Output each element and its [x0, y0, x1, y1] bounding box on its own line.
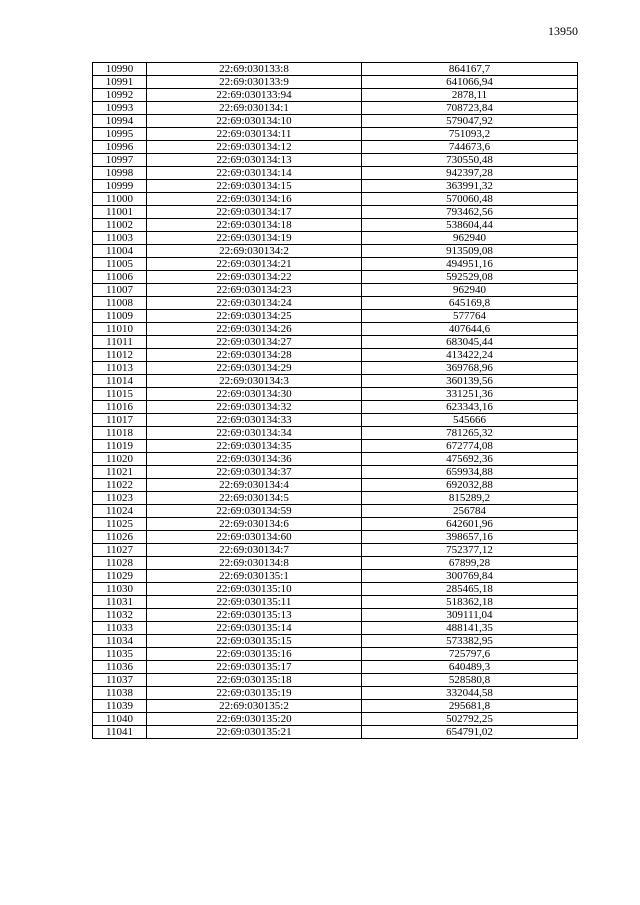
cadastral-number-cell: 22:69:030134:10	[147, 115, 362, 128]
row-number-cell: 11022	[93, 479, 147, 492]
value-cell: 730550,48	[362, 154, 578, 167]
table-row	[93, 206, 578, 219]
row-number-cell: 11039	[93, 700, 147, 713]
value-cell: 528580,8	[362, 674, 578, 687]
cadastral-number-cell: 22:69:030134:26	[147, 323, 362, 336]
cadastral-number-cell: 22:69:030135:17	[147, 661, 362, 674]
row-number-cell: 10991	[93, 76, 147, 89]
value-cell: 488141,35	[362, 622, 578, 635]
row-number-cell: 10998	[93, 167, 147, 180]
cadastral-number-cell: 22:69:030134:14	[147, 167, 362, 180]
cadastral-number-cell: 22:69:030134:2	[147, 245, 362, 258]
table-row	[93, 661, 578, 674]
value-cell: 640489,3	[362, 661, 578, 674]
cadastral-number-cell: 22:69:030134:3	[147, 375, 362, 388]
row-number-cell: 11028	[93, 557, 147, 570]
row-number-cell: 11015	[93, 388, 147, 401]
row-number-cell: 11021	[93, 466, 147, 479]
value-cell: 654791,02	[362, 726, 578, 739]
row-number-cell: 10993	[93, 102, 147, 115]
row-number-cell: 11037	[93, 674, 147, 687]
table-row	[93, 401, 578, 414]
value-cell: 363991,32	[362, 180, 578, 193]
table-row	[93, 427, 578, 440]
table-row	[93, 726, 578, 739]
cadastral-number-cell: 22:69:030135:10	[147, 583, 362, 596]
row-number-cell: 10997	[93, 154, 147, 167]
value-cell: 942397,28	[362, 167, 578, 180]
table-row	[93, 310, 578, 323]
row-number-cell: 11012	[93, 349, 147, 362]
cadastral-number-cell: 22:69:030134:6	[147, 518, 362, 531]
cadastral-number-cell: 22:69:030135:2	[147, 700, 362, 713]
table-row	[93, 349, 578, 362]
cadastral-number-cell: 22:69:030134:18	[147, 219, 362, 232]
table-row	[93, 193, 578, 206]
table-row	[93, 128, 578, 141]
row-number-cell: 11026	[93, 531, 147, 544]
row-number-cell: 11035	[93, 648, 147, 661]
cadastral-number-cell: 22:69:030135:19	[147, 687, 362, 700]
cadastral-number-cell: 22:69:030134:30	[147, 388, 362, 401]
table-row	[93, 362, 578, 375]
value-cell: 538604,44	[362, 219, 578, 232]
cadastral-number-cell: 22:69:030133:94	[147, 89, 362, 102]
value-cell: 2878,11	[362, 89, 578, 102]
table-row	[93, 388, 578, 401]
row-number-cell: 11019	[93, 440, 147, 453]
cadastral-number-cell: 22:69:030134:19	[147, 232, 362, 245]
row-number-cell: 10992	[93, 89, 147, 102]
table-row	[93, 141, 578, 154]
row-number-cell: 11001	[93, 206, 147, 219]
value-cell: 683045,44	[362, 336, 578, 349]
table-row	[93, 167, 578, 180]
row-number-cell: 11009	[93, 310, 147, 323]
row-number-cell: 11007	[93, 284, 147, 297]
table-row	[93, 622, 578, 635]
cadastral-number-cell: 22:69:030134:29	[147, 362, 362, 375]
cadastral-number-cell: 22:69:030135:21	[147, 726, 362, 739]
cadastral-number-cell: 22:69:030134:22	[147, 271, 362, 284]
cadastral-number-cell: 22:69:030134:34	[147, 427, 362, 440]
row-number-cell: 11034	[93, 635, 147, 648]
row-number-cell: 11004	[93, 245, 147, 258]
cadastral-number-cell: 22:69:030133:8	[147, 63, 362, 76]
value-cell: 545666	[362, 414, 578, 427]
row-number-cell: 11036	[93, 661, 147, 674]
table-row	[93, 297, 578, 310]
cadastral-number-cell: 22:69:030134:60	[147, 531, 362, 544]
value-cell: 570060,48	[362, 193, 578, 206]
cadastral-number-cell: 22:69:030135:20	[147, 713, 362, 726]
table-row	[93, 531, 578, 544]
value-cell: 300769,84	[362, 570, 578, 583]
value-cell: 360139,56	[362, 375, 578, 388]
cadastral-number-cell: 22:69:030134:17	[147, 206, 362, 219]
value-cell: 793462,56	[362, 206, 578, 219]
table-row	[93, 180, 578, 193]
table-row	[93, 336, 578, 349]
row-number-cell: 11032	[93, 609, 147, 622]
value-cell: 781265,32	[362, 427, 578, 440]
table-row	[93, 271, 578, 284]
value-cell: 331251,36	[362, 388, 578, 401]
table-row	[93, 505, 578, 518]
table-row	[93, 713, 578, 726]
table-row	[93, 154, 578, 167]
value-cell: 692032,88	[362, 479, 578, 492]
table-row	[93, 544, 578, 557]
table-row	[93, 479, 578, 492]
row-number-cell: 11013	[93, 362, 147, 375]
row-number-cell: 11011	[93, 336, 147, 349]
row-number-cell: 11025	[93, 518, 147, 531]
cadastral-number-cell: 22:69:030134:15	[147, 180, 362, 193]
table-body	[93, 63, 578, 739]
table-row	[93, 219, 578, 232]
cadastral-number-cell: 22:69:030134:1	[147, 102, 362, 115]
value-cell: 67899,28	[362, 557, 578, 570]
value-cell: 494951,16	[362, 258, 578, 271]
row-number-cell: 11041	[93, 726, 147, 739]
row-number-cell: 11010	[93, 323, 147, 336]
cadastral-number-cell: 22:69:030134:37	[147, 466, 362, 479]
value-cell: 672774,08	[362, 440, 578, 453]
row-number-cell: 11005	[93, 258, 147, 271]
value-cell: 913509,08	[362, 245, 578, 258]
table-row	[93, 414, 578, 427]
cadastral-number-cell: 22:69:030135:15	[147, 635, 362, 648]
row-number-cell: 11014	[93, 375, 147, 388]
cadastral-number-cell: 22:69:030134:12	[147, 141, 362, 154]
value-cell: 659934,88	[362, 466, 578, 479]
cadastral-number-cell: 22:69:030133:9	[147, 76, 362, 89]
row-number-cell: 11006	[93, 271, 147, 284]
cadastral-number-cell: 22:69:030134:59	[147, 505, 362, 518]
row-number-cell: 11030	[93, 583, 147, 596]
value-cell: 623343,16	[362, 401, 578, 414]
cadastral-number-cell: 22:69:030134:35	[147, 440, 362, 453]
table-row	[93, 492, 578, 505]
row-number-cell: 10994	[93, 115, 147, 128]
value-cell: 285465,18	[362, 583, 578, 596]
row-number-cell: 11018	[93, 427, 147, 440]
row-number-cell: 10999	[93, 180, 147, 193]
value-cell: 864167,7	[362, 63, 578, 76]
row-number-cell: 11038	[93, 687, 147, 700]
value-cell: 725797,6	[362, 648, 578, 661]
table-row	[93, 687, 578, 700]
value-cell: 641066,94	[362, 76, 578, 89]
table-row	[93, 323, 578, 336]
cadastral-number-cell: 22:69:030135:13	[147, 609, 362, 622]
cadastral-number-cell: 22:69:030134:24	[147, 297, 362, 310]
row-number-cell: 11008	[93, 297, 147, 310]
cadastral-number-cell: 22:69:030134:25	[147, 310, 362, 323]
value-cell: 708723,84	[362, 102, 578, 115]
value-cell: 962940	[362, 232, 578, 245]
cadastral-number-cell: 22:69:030134:23	[147, 284, 362, 297]
value-cell: 573382,95	[362, 635, 578, 648]
table-row	[93, 440, 578, 453]
table-row	[93, 518, 578, 531]
row-number-cell: 11040	[93, 713, 147, 726]
table-row	[93, 89, 578, 102]
table-row	[93, 232, 578, 245]
cadastral-number-cell: 22:69:030135:16	[147, 648, 362, 661]
table-row	[93, 258, 578, 271]
table-row	[93, 674, 578, 687]
row-number-cell: 11020	[93, 453, 147, 466]
value-cell: 577764	[362, 310, 578, 323]
value-cell: 332044,58	[362, 687, 578, 700]
table-row	[93, 583, 578, 596]
cadastral-number-cell: 22:69:030134:11	[147, 128, 362, 141]
value-cell: 518362,18	[362, 596, 578, 609]
table-row	[93, 76, 578, 89]
row-number-cell: 10996	[93, 141, 147, 154]
value-cell: 398657,16	[362, 531, 578, 544]
value-cell: 413422,24	[362, 349, 578, 362]
cadastral-number-cell: 22:69:030134:16	[147, 193, 362, 206]
value-cell: 369768,96	[362, 362, 578, 375]
value-cell: 645169,8	[362, 297, 578, 310]
value-cell: 744673,6	[362, 141, 578, 154]
table-row	[93, 245, 578, 258]
table-row	[93, 700, 578, 713]
cadastral-number-cell: 22:69:030134:7	[147, 544, 362, 557]
table-row	[93, 375, 578, 388]
cadastre-table	[92, 62, 578, 739]
row-number-cell: 11027	[93, 544, 147, 557]
cadastral-number-cell: 22:69:030134:36	[147, 453, 362, 466]
value-cell: 309111,04	[362, 609, 578, 622]
cadastral-number-cell: 22:69:030134:33	[147, 414, 362, 427]
value-cell: 752377,12	[362, 544, 578, 557]
cadastral-number-cell: 22:69:030135:14	[147, 622, 362, 635]
cadastral-number-cell: 22:69:030135:11	[147, 596, 362, 609]
table-row	[93, 453, 578, 466]
cadastral-number-cell: 22:69:030134:5	[147, 492, 362, 505]
value-cell: 642601,96	[362, 518, 578, 531]
value-cell: 751093,2	[362, 128, 578, 141]
value-cell: 815289,2	[362, 492, 578, 505]
cadastral-number-cell: 22:69:030134:4	[147, 479, 362, 492]
value-cell: 502792,25	[362, 713, 578, 726]
table-row	[93, 609, 578, 622]
row-number-cell: 11000	[93, 193, 147, 206]
value-cell: 475692,36	[362, 453, 578, 466]
table-row	[93, 466, 578, 479]
table-row	[93, 284, 578, 297]
table-row	[93, 63, 578, 76]
page-number: 13950	[548, 24, 578, 38]
value-cell: 962940	[362, 284, 578, 297]
table-row	[93, 648, 578, 661]
row-number-cell: 10990	[93, 63, 147, 76]
cadastral-number-cell: 22:69:030134:13	[147, 154, 362, 167]
table-row	[93, 570, 578, 583]
cadastral-number-cell: 22:69:030135:1	[147, 570, 362, 583]
row-number-cell: 11029	[93, 570, 147, 583]
row-number-cell: 11016	[93, 401, 147, 414]
value-cell: 579047,92	[362, 115, 578, 128]
table-row	[93, 596, 578, 609]
cadastral-number-cell: 22:69:030134:8	[147, 557, 362, 570]
cadastral-number-cell: 22:69:030134:28	[147, 349, 362, 362]
cadastral-number-cell: 22:69:030134:32	[147, 401, 362, 414]
table-row	[93, 102, 578, 115]
table-row	[93, 115, 578, 128]
row-number-cell: 11031	[93, 596, 147, 609]
row-number-cell: 10995	[93, 128, 147, 141]
value-cell: 407644,6	[362, 323, 578, 336]
row-number-cell: 11002	[93, 219, 147, 232]
cadastral-number-cell: 22:69:030135:18	[147, 674, 362, 687]
row-number-cell: 11024	[93, 505, 147, 518]
row-number-cell: 11033	[93, 622, 147, 635]
table-row	[93, 557, 578, 570]
cadastral-number-cell: 22:69:030134:21	[147, 258, 362, 271]
cadastral-number-cell: 22:69:030134:27	[147, 336, 362, 349]
row-number-cell: 11017	[93, 414, 147, 427]
row-number-cell: 11023	[93, 492, 147, 505]
value-cell: 295681,8	[362, 700, 578, 713]
value-cell: 592529,08	[362, 271, 578, 284]
value-cell: 256784	[362, 505, 578, 518]
row-number-cell: 11003	[93, 232, 147, 245]
table-row	[93, 635, 578, 648]
